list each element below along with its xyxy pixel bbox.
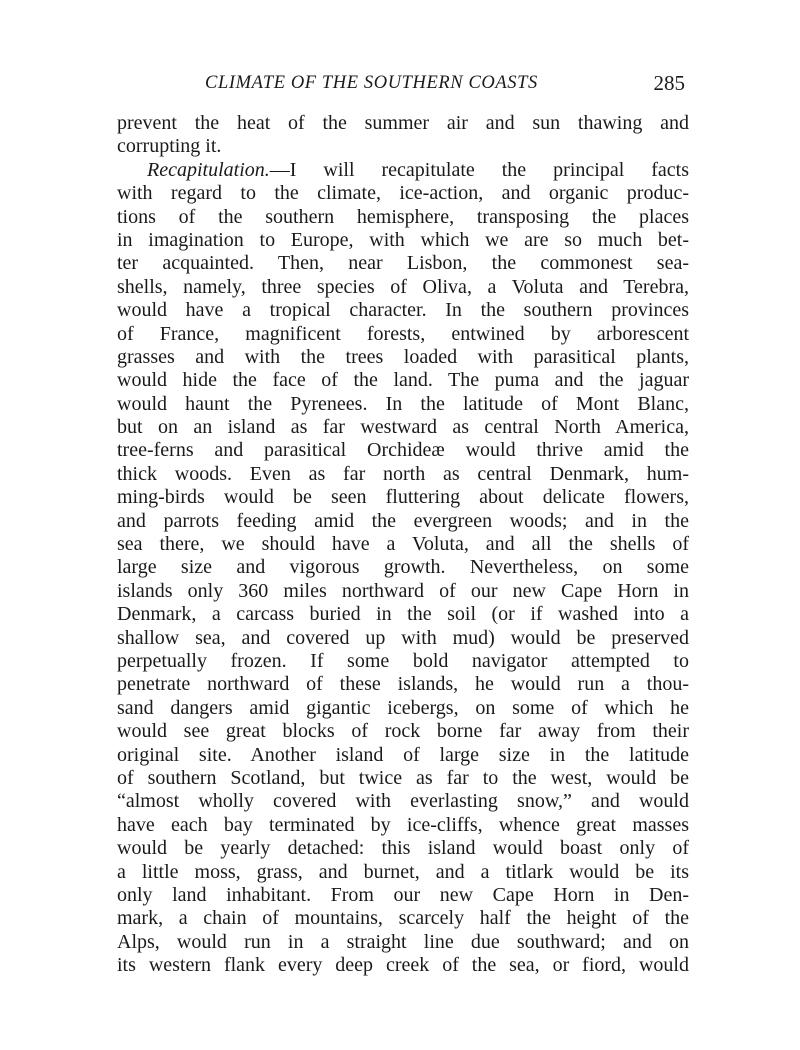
body-text	[117, 112, 689, 977]
text-line: only land inhabitant. From our new Cape Horn in Den-	[117, 883, 689, 906]
paragraph-opening-line	[117, 159, 689, 182]
text-fragment: —I will recapitulate the principal facts	[269, 158, 689, 181]
text-line: thick woods. Even as far north as central Denmark, hum-	[117, 462, 689, 485]
text-line: sea there, we should have a Voluta, and all the shells of	[117, 533, 689, 556]
text-line: Alps, would run in a straight line due southward; and on	[117, 930, 689, 953]
text-line: with regard to the climate, ice-action, and organic produc-	[117, 182, 689, 205]
text-line: ter acquainted. Then, near Lisbon, the commonest sea-	[117, 252, 689, 275]
text-line: and parrots feeding amid the evergreen woods; and in the	[117, 509, 689, 532]
text-line: tree-ferns and parasitical Orchideæ would thrive amid the	[117, 439, 689, 462]
text-line: would have a tropical character. In the southern provinces	[117, 299, 689, 322]
text-line: corrupting it.	[117, 135, 222, 158]
text-line: grasses and with the trees loaded with parasitical plants,	[117, 345, 689, 368]
text-line: sand dangers amid gigantic icebergs, on some of which he	[117, 696, 689, 719]
text-line: original site. Another island of large size in the latitude	[117, 743, 689, 766]
text-line: of southern Scotland, but twice as far to the west, would be	[117, 766, 689, 789]
text-line: but on an island as far westward as central North America,	[117, 416, 689, 439]
text-line: a little moss, grass, and burnet, and a titlark would be its	[117, 860, 689, 883]
text-line: Denmark, a carcass buried in the soil (or if washed into a	[117, 603, 689, 626]
text-line: shallow sea, and covered up with mud) would be preserved	[117, 626, 689, 649]
text-line: tions of the southern hemisphere, transposing the places	[117, 205, 689, 228]
text-line: of France, magnificent forests, entwined by arborescent	[117, 322, 689, 345]
text-line: in imagination to Europe, with which we are so much bet-	[117, 228, 689, 251]
text-line: would see great blocks of rock borne far away from their	[117, 720, 689, 743]
text-line: mark, a chain of mountains, scarcely half the height of the	[117, 907, 689, 930]
text-line: large size and vigorous growth. Nevertheless, on some	[117, 556, 689, 579]
page-number: 285	[653, 71, 685, 95]
text-line: have each bay terminated by ice-cliffs, whence great masses	[117, 813, 689, 836]
running-title: CLIMATE OF THE SOUTHERN COASTS	[205, 73, 538, 93]
text-line: perpetually frozen. If some bold navigator attempted to	[117, 649, 689, 672]
text-line: would haunt the Pyrenees. In the latitude of Mont Blanc,	[117, 392, 689, 415]
text-line: would be yearly detached: this island would boast only of	[117, 837, 689, 860]
text-line: its western flank every deep creek of the sea, or fiord, would	[117, 954, 689, 977]
text-line: ming-birds would be seen fluttering about delicate flowers,	[117, 486, 689, 509]
text-line: shells, namely, three species of Oliva, a Voluta and Terebra,	[117, 275, 689, 298]
text-line: prevent the heat of the summer air and sun thawing and	[117, 112, 689, 134]
text-line: penetrate northward of these islands, he would run a thou-	[117, 673, 689, 696]
running-head	[205, 73, 685, 101]
text-line: would hide the face of the land. The puma and the jaguar	[117, 369, 689, 392]
section-lead-italic: Recapitulation.	[147, 158, 270, 181]
text-line: islands only 360 miles northward of our new Cape Horn in	[117, 579, 689, 602]
text-line: “almost wholly covered with everlasting snow,” and would	[117, 790, 689, 813]
